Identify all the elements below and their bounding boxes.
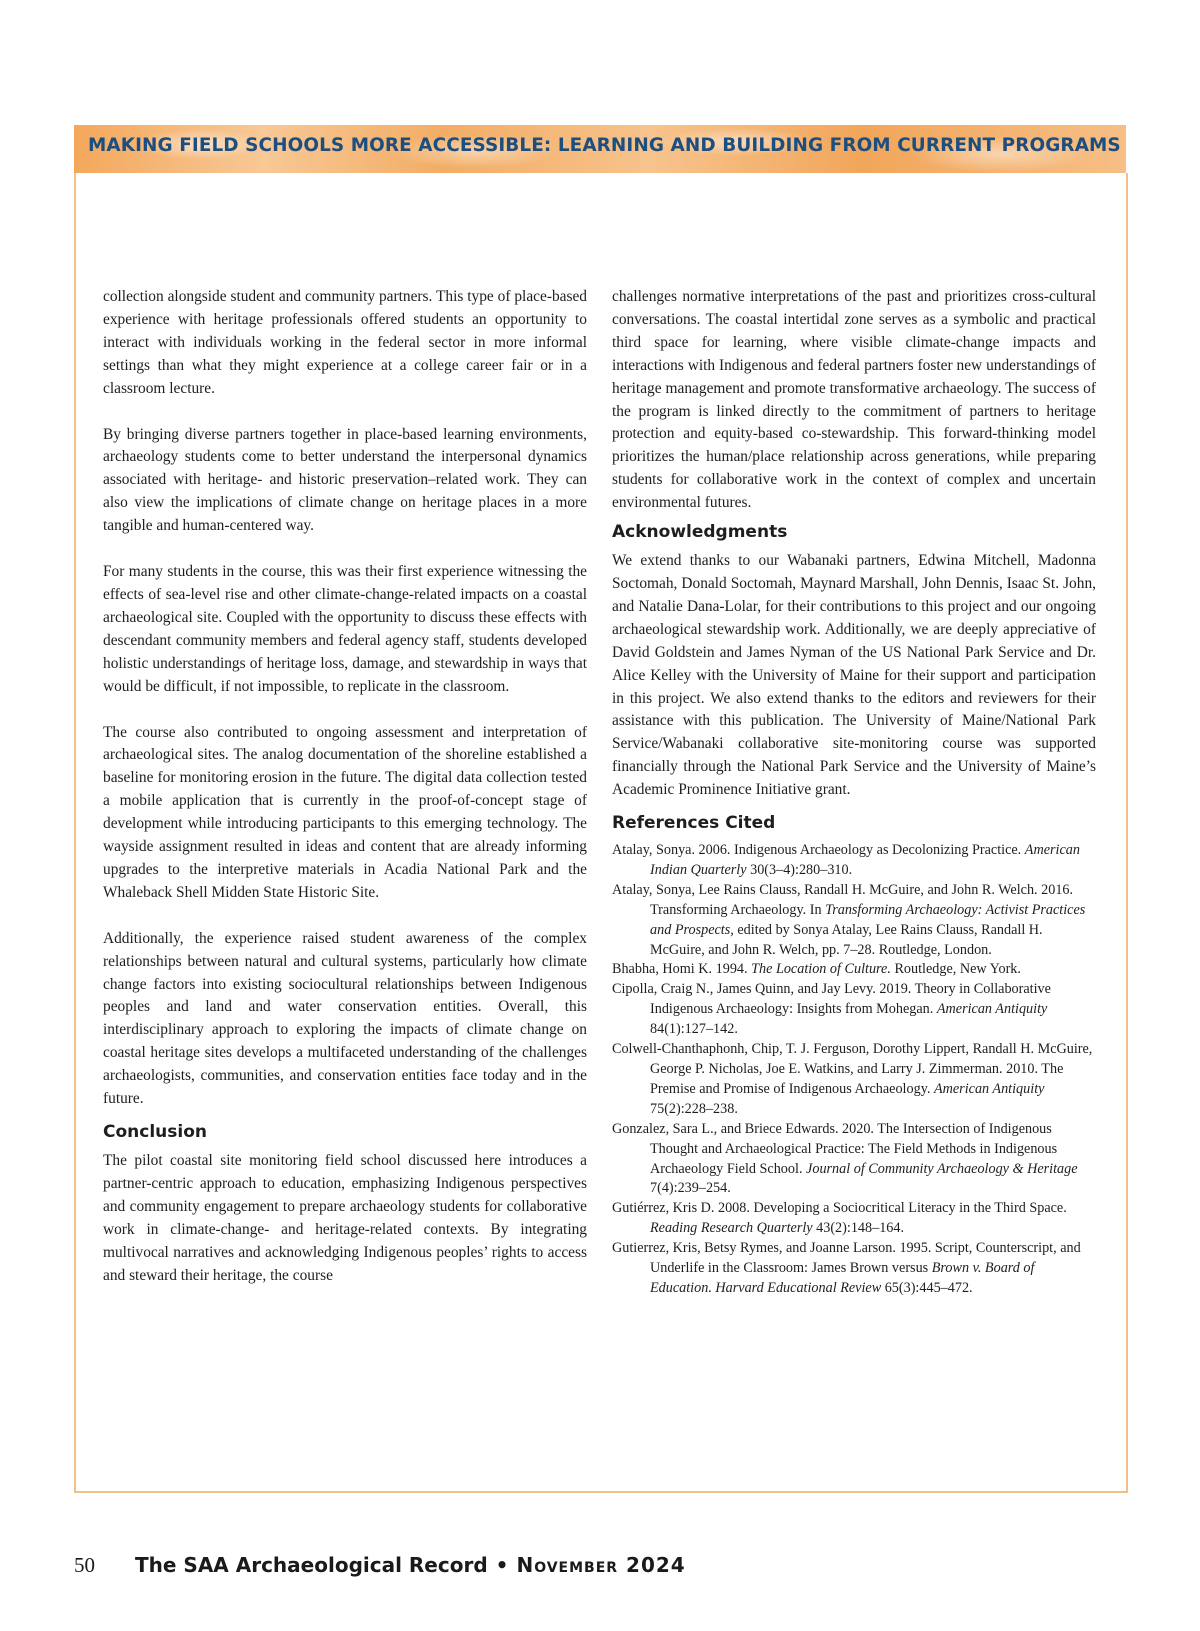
references-list (612, 841, 1096, 1299)
reference-item: Cipolla, Craig N., James Quinn, and Jay Levy. 2019. Theory in Collaborative Indigenous Archaeology: Insights from Mohegan. American Antiquity 84(1):127–142. (612, 981, 1051, 1038)
body-paragraph: By bringing diverse partners together in place-based learning environments, archaeology students come to better understand the interpersonal dynamics associated with heritage- and historic preservation–related work. They can also view the implications of climate change on heritage places in a more tangible and human-centered way. (103, 425, 587, 535)
reference-item: Atalay, Sonya. 2006. Indigenous Archaeology as Decolonizing Practice. American Indian Quarterly 30(3–4):280–310. (612, 842, 1080, 878)
body-paragraph: collection alongside student and community partners. This type of place-based experience with heritage professionals offered students an opportunity to interact with individuals working in the federal sector in more informal settings than what they might experience at a college career fair or in a classroom lecture. (103, 288, 587, 397)
section-banner (74, 125, 1126, 173)
body-paragraph: challenges normative interpretations of the past and prioritizes cross-cultural conversations. The coastal intertidal zone serves as a symbolic and practical third space for learning, where visible climate-change impacts and interactions with Indigenous and federal partners foster new understandings of heritage management and promote transformative archaeology. The success of the program is linked directly to the commitment of partners to heritage protection and equity-based co-stewardship. This forward-thinking model prioritizes the human/place relationship across generations, while preparing students for collaborative work in the context of complex and uncertain environmental futures. (612, 288, 1096, 512)
body-paragraph: Additionally, the experience raised student awareness of the complex relationships between natural and cultural systems, particularly how climate change factors into existing sociocultural relationships between Indigenous peoples and land and water conservation entities. Overall, this interdisciplinary approach to exploring the impacts of climate change on coastal heritage sites develops a multifaceted understanding of the challenges archaeologists, communities, and conservation entities face today and in the future. (103, 929, 587, 1108)
conclusion-heading: Conclusion (103, 1122, 207, 1142)
reference-item: Gutierrez, Kris, Betsy Rymes, and Joanne Larson. 1995. Script, Counterscript, and Underlife in the Classroom: James Brown versus Brown v. Board of Education. Harvard Educational Review 65(3):445–472. (612, 1240, 1081, 1296)
page-footer (74, 1553, 686, 1578)
references-heading: References Cited (612, 813, 776, 834)
right-column (612, 286, 1096, 1299)
body-paragraph: For many students in the course, this was their first experience witnessing the effects of sea-level rise and other climate-change-related impacts on a coastal archaeological site. Coupled with the opportunity to discuss these effects with descendant community members and federal agency staff, students developed holistic understandings of heritage loss, damage, and stewardship in ways that would be difficult, if not impossible, to replicate in the classroom. (103, 563, 587, 695)
magazine-title: The SAA Archaeological Record (135, 1553, 488, 1577)
page-number: 50 (74, 1553, 95, 1577)
banner-title: MAKING FIELD SCHOOLS MORE ACCESSIBLE: LEARNING AND BUILDING FROM CURRENT PROGRAMS (88, 135, 1121, 156)
acknowledgments-paragraph: We extend thanks to our Wabanaki partners, Edwina Mitchell, Madonna Soctomah, Donald Soctomah, Maynard Marshall, John Dennis, Isaac St. John, and Natalie Dana-Lolar, for their contributions to this project and our ongoing archaeological stewardship work. Additionally, we are deeply appreciative of David Goldstein and James Nyman of the US National Park Service and Dr. Alice Kelley with the University of Maine for their support and participation in this project. We also extend thanks to the editors and reviewers for their assistance with this publication. The University of Maine/National Park Service/Wabanaki collaborative site-monitoring course was supported financially through the National Park Service and the University of Maine’s Academic Prominence Initiative grant. (612, 552, 1096, 799)
body-paragraph: The course also contributed to ongoing assessment and interpretation of archaeological sites. The analog documentation of the shoreline established a baseline for monitoring erosion in the future. The digital data collection tested a mobile application that is currently in the proof-of-concept stage of development while introducing participants to this emerging technology. The wayside assignment resulted in ideas and content that are already informing upgrades to the interpretive materials in Acadia National Park and the Whaleback Shell Midden State Historic Site. (103, 723, 587, 901)
reference-item: Gonzalez, Sara L., and Briece Edwards. 2020. The Intersection of Indigenous Thought and Archaeological Practice: The Field Methods in Indigenous Archaeology Field School. Journal of Community Archaeology & Heritage 7(4):239–254. (612, 1120, 1078, 1197)
acknowledgments-heading: Acknowledgments (612, 522, 788, 543)
reference-item: Bhabha, Homi K. 1994. The Location of Culture. Routledge, New York. (612, 961, 1021, 978)
reference-item: Atalay, Sonya, Lee Rains Clauss, Randall H. McGuire, and John R. Welch. 2016. Transforming Archaeology. In Transforming Archaeology: Activist Practices and Prospects, edited by Sonya Atalay, Lee Rains Clauss, Randall H. McGuire, and John R. Welch, pp. 7–28. Routledge, London. (612, 881, 1086, 958)
conclusion-paragraph: The pilot coastal site monitoring field school discussed here introduces a partner-centric approach to education, emphasizing Indigenous perspectives and community engagement to prepare archaeology students for collaborative work in climate-change- and heritage-related contexts. By integrating multivocal narratives and acknowledging Indigenous peoples’ rights to access and steward their heritage, the course (103, 1152, 587, 1284)
reference-item: Gutiérrez, Kris D. 2008. Developing a Sociocritical Literacy in the Third Space. Reading Research Quarterly 43(2):148–164. (612, 1200, 1067, 1237)
reference-item: Colwell-Chanthaphonh, Chip, T. J. Ferguson, Dorothy Lippert, Randall H. McGuire, George P. Nicholas, Joe E. Watkins, and Larry J. Zimmerman. 2010. The Premise and Promise of Indigenous Archaeology. American Antiquity 75(2):228–238. (612, 1041, 1093, 1117)
footer-bullet: • (495, 1553, 509, 1577)
issue-date: November 2024 (516, 1553, 686, 1577)
left-column (103, 286, 587, 1310)
